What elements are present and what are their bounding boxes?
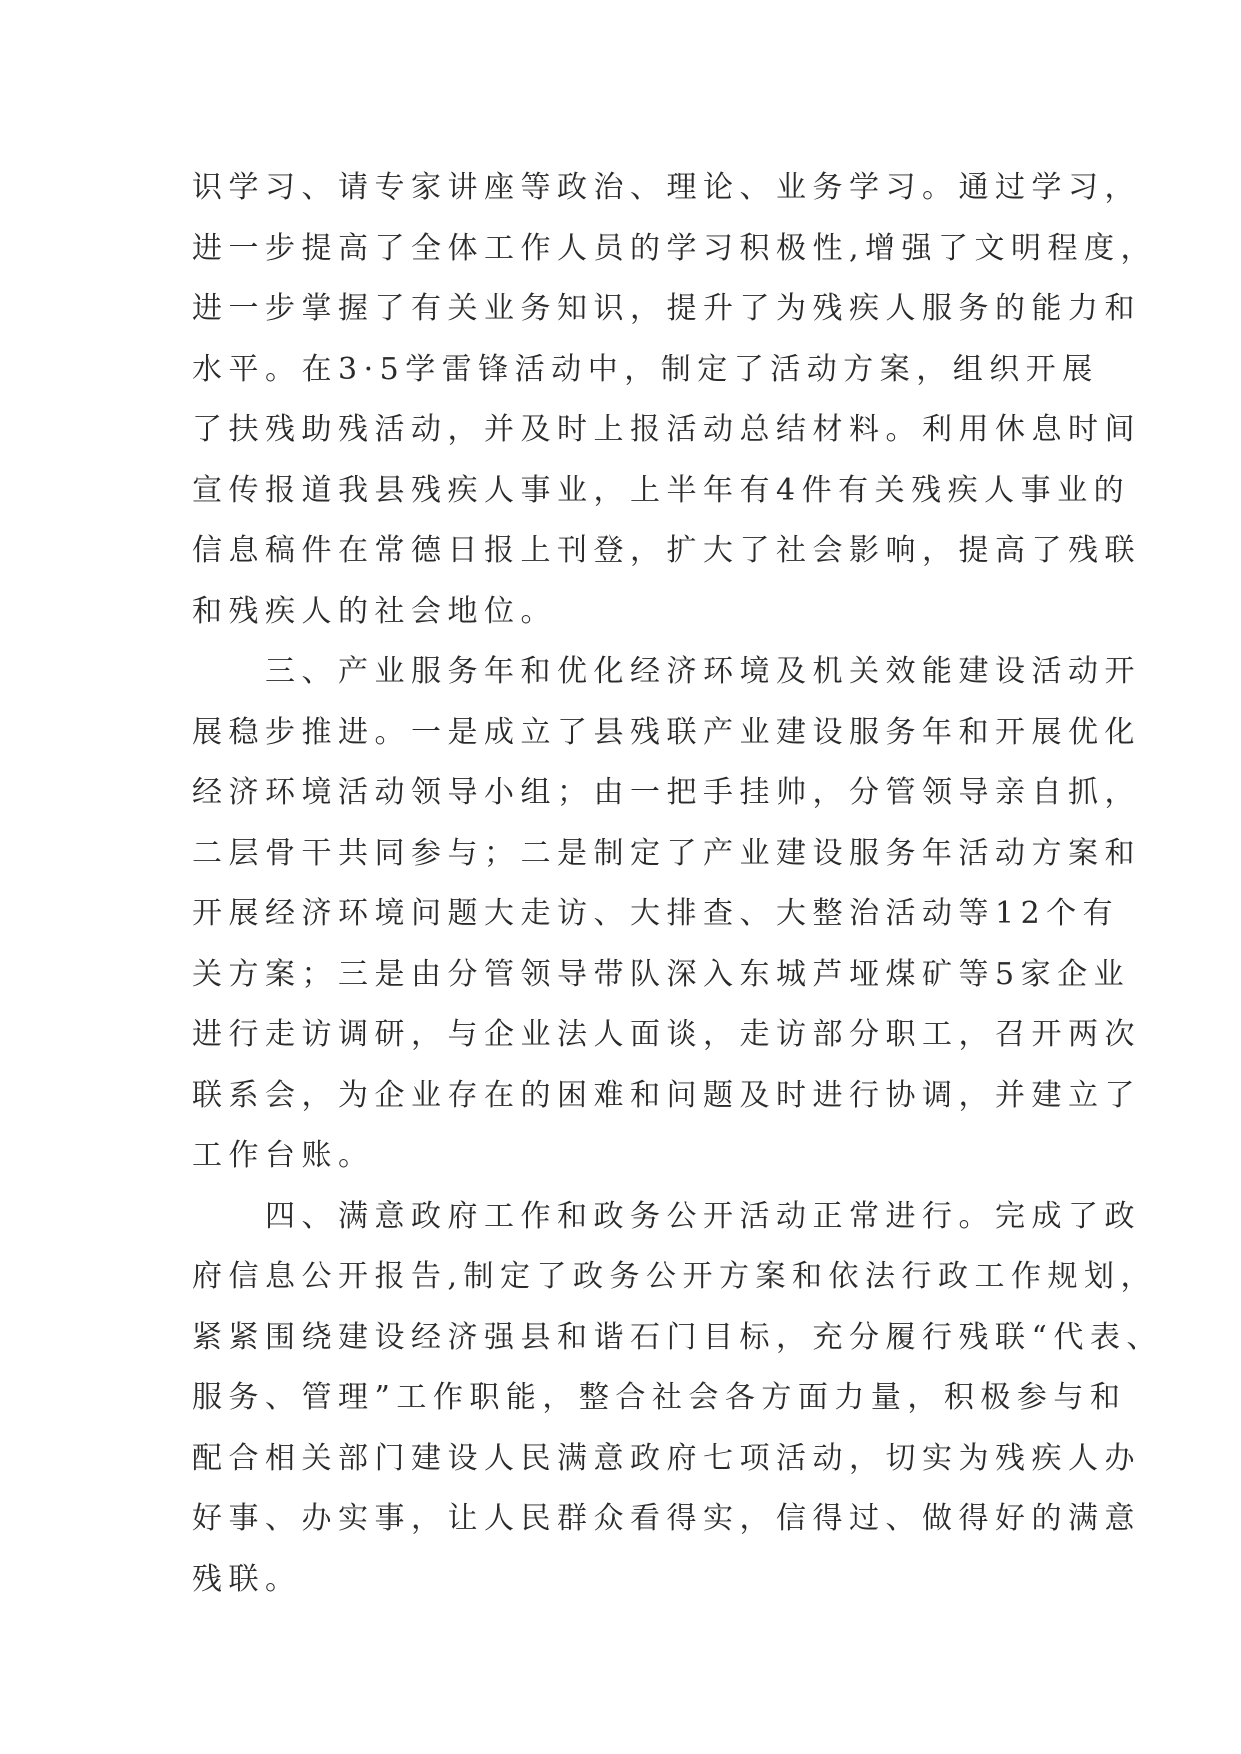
body-text bbox=[192, 158, 1163, 1610]
text-line: 联系会，为企业存在的困难和问题及时进行协调，并建立了 bbox=[192, 1077, 1141, 1113]
text-line: 识学习、请专家讲座等政治、理论、业务学习。通过学习， bbox=[192, 170, 1141, 205]
text-line: 进一步提高了全体工作人员的学习积极性,增强了文明程度， bbox=[192, 230, 1158, 266]
text-line: 水平。在3·5学雷锋活动中，制定了活动方案，组织开展 bbox=[192, 351, 1099, 387]
text-line: 和残疾人的社会地位。 bbox=[192, 593, 557, 629]
text-line: 开展经济环境问题大走访、大排查、大整治活动等12个有 bbox=[192, 896, 1120, 931]
text-line: 信息稿件在常德日报上刊登，扩大了社会影响，提高了残联 bbox=[192, 533, 1141, 568]
text-line: 经济环境活动领导小组；由一把手挂帅，分管领导亲自抓， bbox=[192, 775, 1141, 810]
text-line: 府信息公开报告,制定了政务公开方案和依法行政工作规划， bbox=[192, 1259, 1158, 1294]
text-line: 配合相关部门建设人民满意政府七项活动，切实为残疾人办 bbox=[192, 1440, 1141, 1476]
text-line: 宣传报道我县残疾人事业，上半年有4件有关残疾人事业的 bbox=[192, 472, 1131, 508]
text-line: 紧紧围绕建设经济强县和谐石门目标，充分履行残联“代表、 bbox=[192, 1319, 1163, 1355]
text-line: 关方案；三是由分管领导带队深入东城芦垭煤矿等5家企业 bbox=[192, 956, 1131, 992]
text-line: 好事、办实事，让人民群众看得实，信得过、做得好的满意 bbox=[192, 1501, 1141, 1536]
text-line: 进行走访调研，与企业法人面谈，走访部分职工，召开两次 bbox=[192, 1017, 1141, 1052]
text-line: 进一步掌握了有关业务知识，提升了为残疾人服务的能力和 bbox=[192, 291, 1141, 326]
text-line: 展稳步推进。一是成立了县残联产业建设服务年和开展优化 bbox=[192, 714, 1141, 750]
text-line: 残联。 bbox=[192, 1561, 302, 1597]
paragraph-heading-4: 四、满意政府工作和政务公开活动正常进行。完成了政 bbox=[192, 1198, 1141, 1234]
text-line: 了扶残助残活动，并及时上报活动总结材料。利用休息时间 bbox=[192, 412, 1141, 447]
paragraph-heading-3: 三、产业服务年和优化经济环境及机关效能建设活动开 bbox=[192, 654, 1141, 689]
text-line: 二层骨干共同参与；二是制定了产业建设服务年活动方案和 bbox=[192, 835, 1141, 871]
text-line: 工作台账。 bbox=[192, 1138, 375, 1173]
text-line: 服务、管理”工作职能，整合社会各方面力量，积极参与和 bbox=[192, 1380, 1127, 1415]
